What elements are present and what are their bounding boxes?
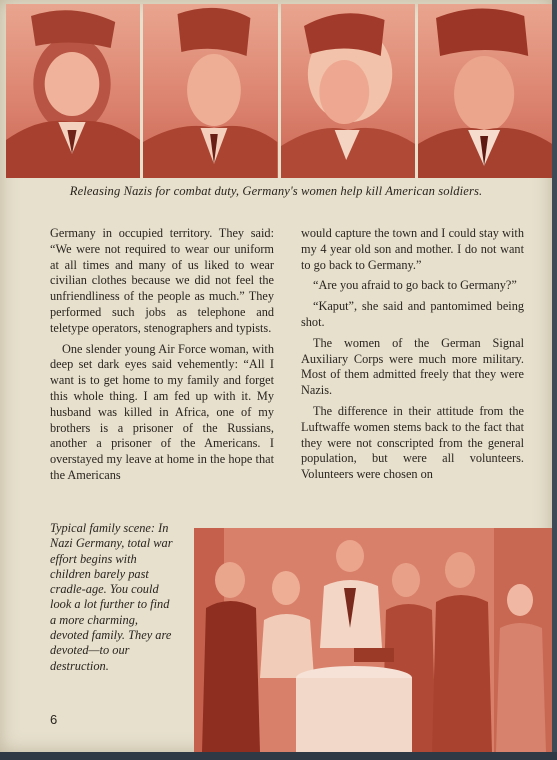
portrait-photo-4 — [418, 4, 552, 178]
page-number: 6 — [50, 712, 58, 727]
page-shadow-edge — [0, 752, 557, 760]
family-photo — [194, 528, 552, 752]
paragraph: “Are you afraid to go back to Germany?” — [313, 278, 517, 293]
paragraph: “Kaput”, she said and pantomimed being shot. — [301, 299, 524, 329]
family-photo-caption: Typical family scene: In Nazi Germany, total war effort begins with children barely past cradle-age. You could look a lot further to find a more charming, devoted family. They are devoted—to our destruction. — [50, 521, 173, 673]
article-column-left — [50, 226, 274, 489]
paragraph: Germany in occupied territory. They said: “We were not required to wear our uniform at all times and many of us liked to wear civilian clothes because we did not feel the unfriendliness of the people as much.” They performed such jobs as telephone and teletype operators, stenographers and typists. — [50, 226, 274, 335]
paragraph: would capture the town and I could stay with my 4 year old son and mother. I do not want to go back to Germany.” — [301, 226, 524, 272]
binding-edge — [552, 0, 557, 760]
photo-caption: Releasing Nazis for combat duty, Germany's women help kill American soldiers. — [69, 184, 483, 198]
portrait-photo-2 — [143, 4, 277, 178]
paragraph: The women of the German Signal Auxiliary Corps were much more military. Most of them admitted freely that they were Nazis. — [301, 335, 524, 398]
paragraph: One slender young Air Force woman, with deep set dark eyes said vehemently: “All I want is to get home to my family and forget this whole thing. I am fed up with it. My husband was killed in Africa, one of my brothers is a prisoner of the Russians, another a prisoner of the Americans. I overstayed my leave at home in the hope that the Americans — [50, 341, 274, 482]
paragraph: The difference in their attitude from the Luftwaffe women stems back to the fact that they were not conscripted from the general population, but were all volunteers. Volunteers were chosen on — [301, 403, 524, 482]
portrait-photo-3 — [281, 4, 415, 178]
portrait-strip — [6, 4, 552, 178]
portrait-photo-1 — [6, 4, 140, 178]
article-column-right — [301, 226, 524, 488]
